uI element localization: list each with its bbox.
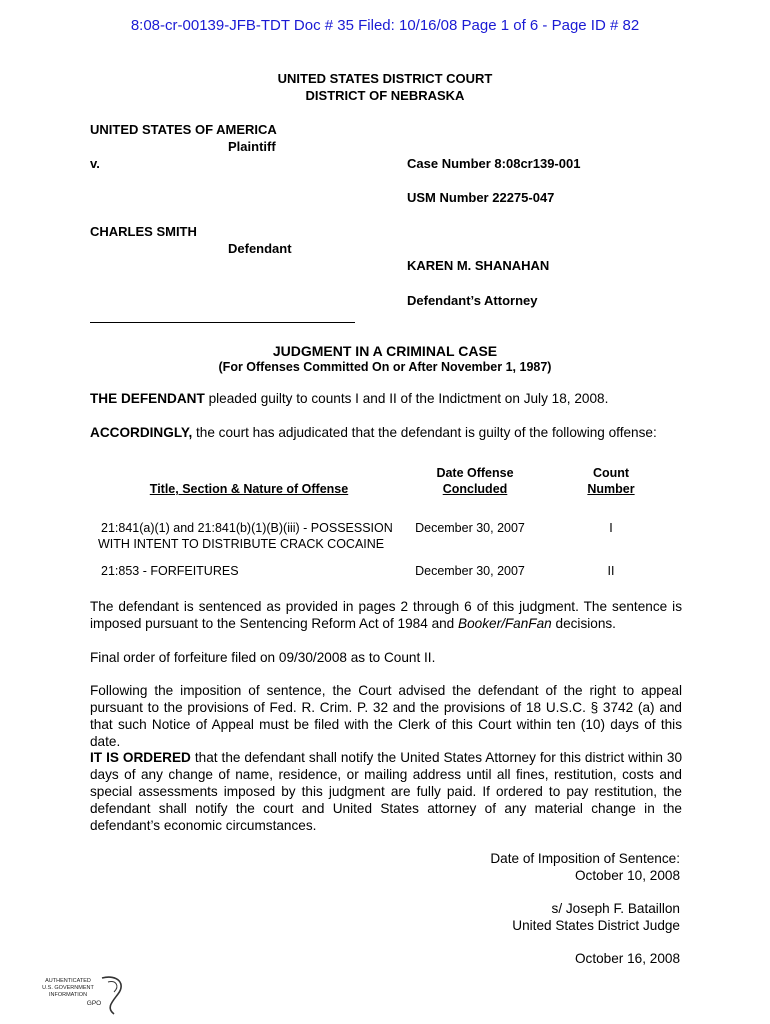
usm-number: USM Number 22275-047	[407, 190, 555, 205]
sentence-text-end: decisions.	[551, 616, 616, 631]
offense-count: II	[607, 564, 615, 578]
offense-title-line: WITH INTENT TO DISTRIBUTE CRACK COCAINE	[98, 537, 385, 551]
adjudication-lead: ACCORDINGLY,	[90, 425, 193, 440]
plea-text: pleaded guilty to counts I and II of the Indictment on July 18, 2008.	[204, 391, 609, 406]
judge-signature: s/ Joseph F. Bataillon	[551, 901, 680, 916]
seal-text: AUTHENTICATED	[45, 978, 91, 984]
gpo-authentication-seal	[40, 972, 130, 1018]
forfeiture-paragraph: Final order of forfeiture filed on 09/30/2008 as to Count II.	[90, 650, 436, 665]
judge-title: United States District Judge	[512, 918, 680, 933]
plea-lead: THE DEFENDANT	[90, 391, 205, 406]
order-lead: IT IS ORDERED	[90, 750, 191, 765]
header-count: Count	[592, 466, 630, 480]
adjudication-paragraph	[90, 424, 682, 441]
order-text: that the defendant shall notify the United States Attorney for this district within 30 days of any change of name, residence, or mailing address until all fines, restitution, costs and special assessments imposed by this judgment are fully paid. If ordered to pay restitution, the defendant shall notify the court and United States attorney of any material change in the defendant’s economic circumstances.	[90, 750, 683, 833]
imposition-label: Date of Imposition of Sentence:	[490, 851, 680, 866]
appeal-paragraph: Following the imposition of sentence, the Court advised the defendant of the right to appeal pursuant to the provisions of Fed. R. Crim. P. 32 and the provisions of 18 U.S.C. § 3742 (a) and that such Notice of Appeal must be filed with the Clerk of this Court within ten (10) days of this date.	[90, 683, 682, 749]
plea-paragraph	[90, 390, 682, 407]
offense-title-line: 21:853 - FORFEITURES	[101, 564, 239, 578]
header-date-offense: Date Offense	[436, 466, 514, 480]
order-paragraph	[90, 749, 682, 834]
offense-title-line: 21:841(a)(1) and 21:841(b)(1)(B)(iii) - POSSESSION	[101, 521, 393, 535]
header-title-section: Title, Section & Nature of Offense	[149, 482, 349, 496]
case-number: Case Number 8:08cr139-001	[407, 156, 581, 171]
signature-date: October 16, 2008	[574, 951, 680, 966]
judgment-subtitle: (For Offenses Committed On or After November 1, 1987)	[218, 360, 552, 374]
seal-text: GPO	[86, 1000, 102, 1007]
attorney-role: Defendant’s Attorney	[407, 293, 538, 308]
eagle-icon	[102, 977, 121, 1014]
caption-rule	[90, 322, 355, 323]
offense-date: December 30, 2007	[415, 564, 525, 578]
attorney-name: KAREN M. SHANAHAN	[407, 258, 550, 273]
sentence-text: The defendant is sentenced as provided in pages 2 through 6 of this judgment. The sentence is imposed pursuant to the Sentencing Reform Act of 1984 and	[90, 599, 682, 631]
judgment-title: JUDGMENT IN A CRIMINAL CASE	[272, 343, 498, 359]
defendant-role: Defendant	[228, 241, 292, 256]
header-date-concluded: Concluded	[442, 482, 508, 496]
defendant-name: CHARLES SMITH	[90, 224, 197, 239]
court-district: DISTRICT OF NEBRASKA	[305, 88, 465, 103]
adjudication-text: the court has adjudicated that the defendant is guilty of the following offense:	[192, 425, 657, 440]
court-name: UNITED STATES DISTRICT COURT	[277, 71, 493, 86]
offense-count: I	[609, 521, 613, 535]
plaintiff-name: UNITED STATES OF AMERICA	[90, 122, 277, 137]
plaintiff-role: Plaintiff	[228, 139, 276, 154]
offense-date: December 30, 2007	[415, 521, 525, 535]
sentence-case-name: Booker/FanFan	[458, 616, 552, 631]
seal-text: U.S. GOVERNMENT	[42, 985, 94, 991]
versus: v.	[90, 156, 100, 171]
seal-text: INFORMATION	[48, 992, 88, 998]
header-count-number: Number	[587, 482, 635, 496]
imposition-date: October 10, 2008	[574, 868, 680, 883]
sentence-paragraph	[90, 598, 682, 632]
docket-header: 8:08-cr-00139-JFB-TDT Doc # 35 Filed: 10/16/08 Page 1 of 6 - Page ID # 82	[130, 17, 640, 34]
